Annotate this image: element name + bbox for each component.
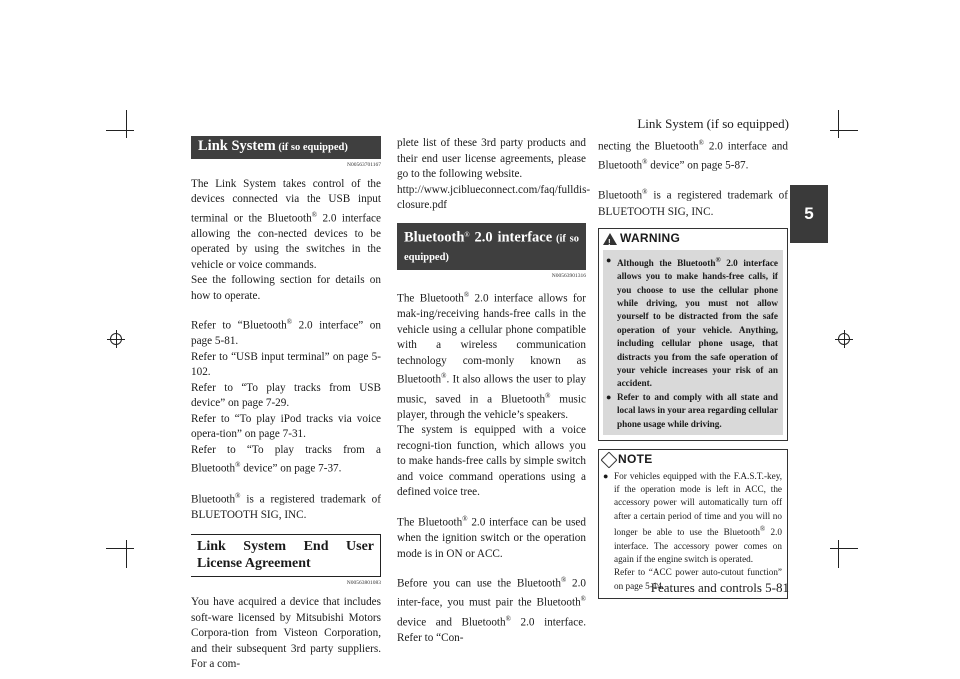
paragraph: The Bluetooth® 2.0 interface can be used when the ignition switch or the operation mode is in ON or ACC. [397,514,586,560]
page-footer: Features and controls 5-81 [650,580,789,595]
paragraph: Before you can use the Bluetooth® 2.0 inter-face, you must pair the Bluetooth® device and Bluetooth® 2.0 interface. Refer to “Con- [397,576,587,644]
paragraph: The system is equipped with a voice recogni-tion function, which allows you to make hands-free calls by simple switch and voice command operations using a defined voice tree. [397,424,586,499]
crop-mark [106,548,134,549]
crop-mark [838,540,839,568]
crop-mark [126,110,127,138]
crop-mark [838,110,839,138]
website-url[interactable]: http://www.jciblueconnect.com/faq/fulldis-closure.pdf [397,183,591,211]
paragraph: You have acquired a device that includes soft-ware licensed by Mitsubishi Motors Corpora-tion from Visteon Corporation, and their subsequent 3rd party suppliers. For a com- [191,596,381,671]
trademark-note: Bluetooth® is a registered trademark of BLUETOOTH SIG, INC. [191,491,381,521]
registration-mark-icon [838,333,850,345]
column-3 [598,136,788,599]
warning-item: ● Although the Bluetooth® 2.0 interface allows you to make hands-free calls, if you choose to use the cellular phone while driving, you must not allow yourself to be distracted from the safe operation of your vehicle. Anything, including cellular phone usage, that distracts you from the safe operation of your vehicle increases your risk of an accident. [606,254,778,391]
page-header: Link System (if so equipped) [637,116,789,131]
reference-link[interactable]: necting the Bluetooth® 2.0 interface and Bluetooth® device” on page 5-87. [598,139,788,172]
crop-mark [830,130,858,131]
bullet-icon: ● [606,391,612,402]
note-label: NOTE [618,452,653,467]
crop-mark [126,540,127,568]
paragraph: plete list of these 3rd party products and their end user license agreements, please go to the following website. [397,137,586,180]
column-2 [397,136,591,646]
bullet-icon: ● [603,470,609,481]
section-heading-link-system: Link System (if so equipped) [191,136,381,159]
section-heading-bluetooth: Bluetooth® 2.0 interface (if so equipped) [397,223,586,271]
column-1 [191,136,381,673]
trademark-note: Bluetooth® is a registered trademark of BLUETOOTH SIG, INC. [598,188,788,218]
reference-link[interactable]: Refer to “To play tracks from USB device” on page 7-29. [191,381,381,410]
reference-link[interactable]: Refer to “USB input terminal” on page 5-102. [191,350,381,379]
reference-link[interactable]: Refer to “Bluetooth® 2.0 interface” on page 5-81. [191,318,381,348]
paragraph: See the following section for details on how to operate. [191,274,381,302]
paragraph: The Bluetooth® 2.0 interface allows for mak-ing/receiving hands-free calls in the vehicle using a cellular phone compatible with a wireless communication technology com-monly known as Bluetooth®. It also allows the user to play music, saved in a Bluetooth® music player, through the vehicle’s speakers. [397,291,586,421]
reference-link[interactable]: Refer to “To play tracks from a Bluetooth® device” on page 7-37. [191,443,381,476]
registration-mark-icon [110,333,122,345]
reference-link[interactable]: Refer to “To play iPod tracks via voice opera-tion” on page 7-31. [191,412,381,441]
section-code: N00563701167 [346,161,381,168]
warning-label: WARNING [620,231,681,246]
section-code: N00563901316 [551,273,586,280]
crop-mark [106,130,134,131]
bullet-icon: ● [606,254,612,265]
chapter-tab: 5 [790,185,828,243]
pencil-icon [601,451,618,468]
crop-mark [830,548,858,549]
note-item: ● For vehicles equipped with the F.A.S.T.-key, if the operation mode is left in ACC, the accessory power will automatically turn off after a certain period of time and you will no longer be able to use the Bluetooth® 2.0 interface. The accessory power comes on again if the engine switch is operated. Refer to “ACC power auto-cutout function” on page 5-14. [603,470,782,594]
section-heading-license: Link System End User License Agreement [191,534,381,577]
warning-triangle-icon: ! [603,233,617,245]
reference-link[interactable]: Refer to “ACC power auto-cutout function” on page 5-14. [614,567,782,591]
note-box [598,449,788,599]
paragraph: The Link System takes control of the devices connected via the USB input terminal or the Bluetooth® 2.0 interface allowing the con-nected devices to be operated by using the switches in the vehicle or voice commands. [191,177,381,271]
warning-item: ● Refer to and comply with all state and local laws in your area regarding cellular phone usage while driving. [606,391,778,431]
section-code: N00563801083 [346,580,381,587]
warning-box [598,228,788,441]
